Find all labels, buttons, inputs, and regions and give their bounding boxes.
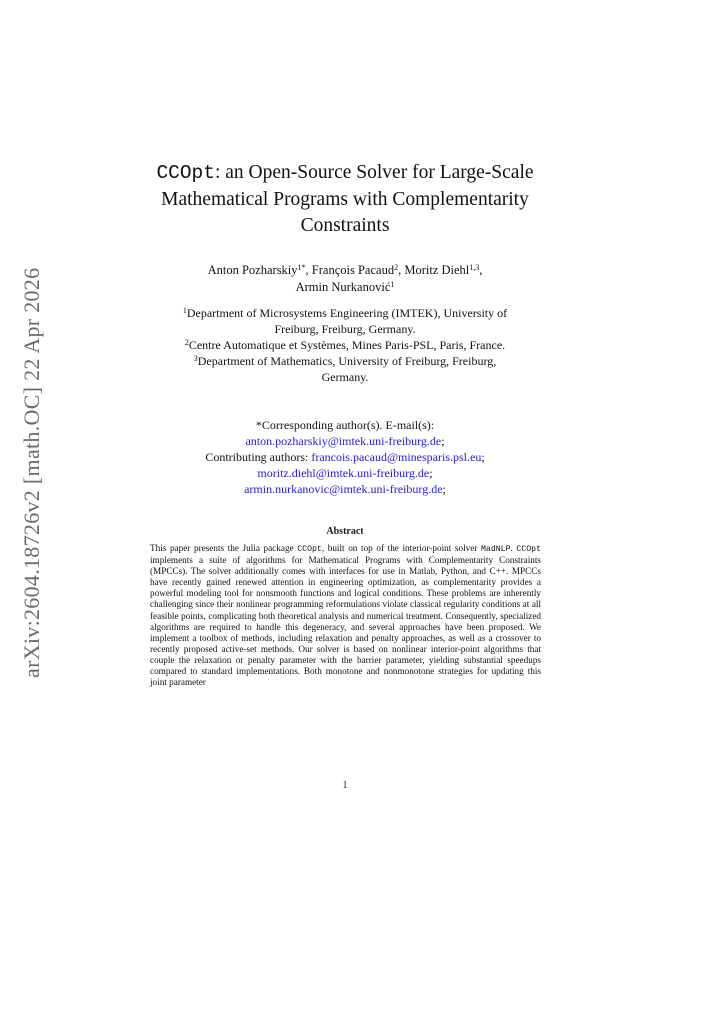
arxiv-stamp: arXiv:2604.18726v2 [math.OC] 22 Apr 2026 — [19, 267, 44, 678]
author-name: François Pacaud — [311, 263, 395, 277]
correspondence-heading: *Corresponding author(s). E-mail(s): — [255, 418, 435, 432]
email-link[interactable]: anton.pozharskiy@imtek.uni-freiburg.de — [245, 434, 442, 448]
abstract-code: CCOpt — [516, 545, 541, 554]
abstract-heading: Abstract — [326, 526, 364, 537]
affil-3-line2: Germany. — [321, 370, 369, 384]
author-affil-sup: 1,3 — [469, 263, 480, 272]
author-name: Moritz Diehl — [404, 263, 470, 277]
abstract-code: CCOpt — [297, 545, 322, 554]
email-sep: ; — [441, 434, 445, 448]
abstract-body — [150, 543, 541, 688]
affil-3-line1: Department of Mathematics, University of Freiburg, Freiburg, — [197, 354, 497, 368]
contrib-label: Contributing authors: — [205, 450, 312, 464]
affil-sup: 2 — [184, 338, 189, 347]
author-name: Armin Nurkanović — [295, 280, 391, 294]
abstract-code: MadNLP — [481, 545, 511, 554]
abstract-text: This paper presents the Julia package — [150, 543, 298, 553]
title-line3: Constraints — [300, 215, 390, 236]
abstract-text: . — [510, 543, 517, 553]
paper-title — [140, 160, 550, 240]
affil-2-line1: Centre Automatique et Systèmes, Mines Paris-PSL, Paris, France. — [188, 338, 506, 352]
affil-1-line2: Freiburg, Freiburg, Germany. — [274, 322, 416, 336]
author-affil-sup: 2 — [394, 263, 399, 272]
abstract-text: , built on top of the interior-point solver — [321, 543, 482, 553]
email-link[interactable]: moritz.diehl@imtek.uni-freiburg.de — [257, 466, 430, 480]
email-sep: ; — [442, 482, 446, 496]
email-sep: ; — [429, 466, 433, 480]
author-sep: , — [305, 263, 312, 277]
email-link[interactable]: francois.pacaud@minesparis.psl.eu — [311, 450, 482, 464]
correspondence — [140, 417, 550, 497]
title-line2: Mathematical Programs with Complementarity — [161, 188, 529, 210]
title-line1: : an Open-Source Solver for Large-Scale — [214, 162, 534, 183]
author-sep: , — [398, 263, 405, 277]
author-sep: , — [479, 263, 483, 277]
affiliations — [140, 305, 550, 385]
author-affil-sup: 1 — [390, 280, 395, 289]
author-affil-sup: 1* — [297, 263, 306, 272]
page-number: 1 — [342, 780, 348, 791]
email-sep: ; — [481, 450, 485, 464]
abstract-text: implements a suite of algorithms for Mathematical Programs with Complementarity Constraints (MPCCs). The solver additionally comes with interfaces for use in Matlab, Python, and C++. MPCCs have recently gained renewed attention in engineering optimization, as complementarity provides a powerful modeling tool for nonsmooth functions and logical conditions. These problems are inherently challenging since their nonlinear programming reformulations violate classical regularity conditions at all feasible points, complicating both theoretical analysis and numerical treatment. Consequently, specialized algorithms are required to handle this degeneracy, and several approaches have been proposed. We implement a toolbox of methods, including relaxation and penalty approaches, as well as a crossover to recently proposed active-set methods. Our solver is based on nonlinear interior-point algorithms that couple the relaxation or penalty parameter with the barrier parameter, yielding substantial speedups compared to standard implementations. Both monotone and nonmonotone strategies for updating this joint parameter — [150, 555, 541, 688]
author-name: Anton Pozharskiy — [207, 263, 298, 277]
author-list — [140, 262, 550, 296]
title-package-name: CCOpt — [156, 162, 215, 184]
email-link[interactable]: armin.nurkanovic@imtek.uni-freiburg.de — [244, 482, 443, 496]
affil-sup: 1 — [182, 306, 187, 315]
affil-1-line1: Department of Microsystems Engineering (IMTEK), University of — [186, 306, 508, 320]
affil-sup: 3 — [193, 354, 198, 363]
